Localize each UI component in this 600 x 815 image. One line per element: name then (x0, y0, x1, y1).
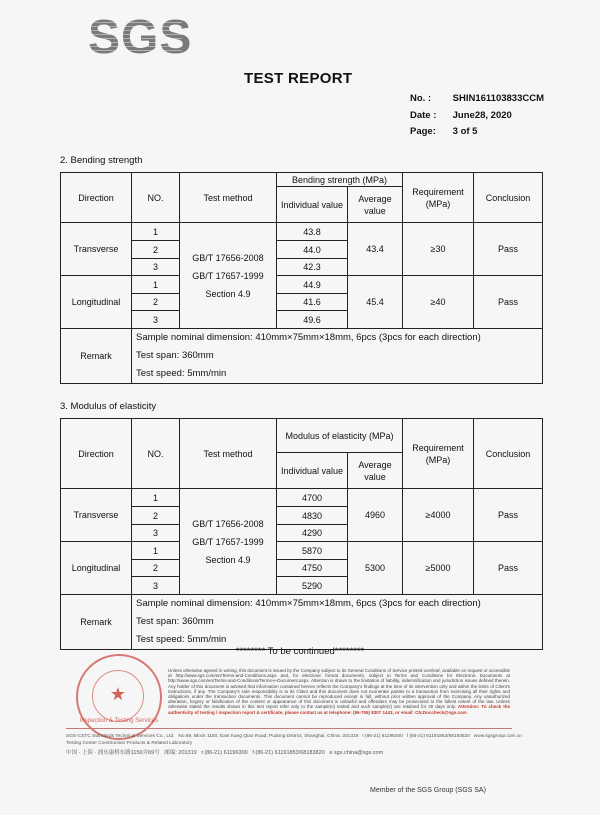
report-date-value: June28, 2020 (452, 110, 512, 121)
footer-phone-en: t (86-21) 61196300 (362, 734, 403, 739)
modulus-value: 5290 (277, 577, 348, 595)
report-date-label: Date : (410, 110, 437, 121)
footer-company-en: SGS-CSTC Standards Technical Services Co., Ltd. (66, 734, 175, 739)
bending-requirement: ≥40 (403, 276, 474, 329)
bending-average: 45.4 (348, 276, 403, 329)
footer-fax-cn: f (86-21) 61191853/68183820 (252, 750, 325, 756)
modulus-col-individual: Individual value (277, 453, 348, 489)
modulus-remark (132, 595, 543, 650)
disclaimer-alert: Attention: To check the authenticity of testing / inspection report & certificate, please contact us at telephone: (86-755) 8307 1443, or email: CN.Doccheck@sgs.com (168, 704, 510, 715)
bending-col-direction: Direction (61, 173, 132, 223)
modulus-value: 4700 (277, 489, 348, 507)
modulus-conclusion: Pass (474, 542, 543, 595)
bending-col-group: Bending strength (MPa) (277, 173, 403, 187)
bending-no: 3 (132, 311, 180, 329)
report-date (410, 110, 512, 121)
bending-value: 42.3 (277, 259, 348, 276)
modulus-no: 2 (132, 560, 180, 577)
report-title: TEST REPORT (244, 70, 353, 87)
modulus-col-method: Test method (180, 419, 277, 489)
modulus-no: 3 (132, 577, 180, 595)
seal-inner-ring (92, 670, 144, 722)
bending-remark-line: Sample nominal dimension: 410mm×75mm×18mm, 6pcs (3pcs for each direction) (136, 332, 481, 343)
modulus-remark-line: Test span: 360mm (136, 616, 214, 627)
footer-phone-cn: t (86-21) 61196300 (201, 750, 248, 756)
continued-note: ******** To be continued******** (235, 646, 365, 657)
report-page-value: 3 of 5 (452, 126, 478, 137)
bending-col-average: Average value (348, 187, 403, 223)
modulus-method (180, 489, 277, 595)
bending-col-conclusion: Conclusion (474, 173, 543, 223)
bending-no: 2 (132, 241, 180, 259)
footer-zip-cn: 邮编: 201319 (164, 750, 197, 756)
modulus-method-line: GB/T 17656-2008 (192, 518, 264, 529)
modulus-conclusion: Pass (474, 489, 543, 542)
disclaimer (168, 668, 510, 715)
modulus-value: 4750 (277, 560, 348, 577)
bending-conclusion: Pass (474, 276, 543, 329)
modulus-no: 2 (132, 507, 180, 525)
bending-method-line: GB/T 17657-1999 (192, 270, 264, 281)
modulus-col-direction: Direction (61, 419, 132, 489)
bending-no: 1 (132, 223, 180, 241)
logo-texture (88, 10, 182, 64)
footer-web[interactable]: www.sgsgroup.com.cn (473, 734, 522, 739)
bending-conclusion: Pass (474, 223, 543, 276)
star-icon: ★ (109, 684, 127, 704)
report-number-label: No. : (410, 93, 432, 104)
modulus-remark-line: Test speed: 5mm/min (136, 634, 227, 645)
modulus-requirement: ≥5000 (403, 542, 474, 595)
modulus-value: 4290 (277, 525, 348, 542)
footer-email[interactable]: e sgs.china@sgs.com (329, 750, 384, 756)
member-note: Member of the SGS Group (SGS SA) (370, 787, 486, 794)
disclaimer-body: Unless otherwise agreed in writing, this document is issued by the Company subject to its General Conditions of Service printed overleaf, available on request or accessible at http://www.sgs.com/en/Terms-and-Conditions.aspx and, for electronic format documents, subject to Terms and Conditions for Electronic Documents at http://www.sgs.com/en/Terms-and-Conditions/Terms-e-Document.aspx. Attention is drawn to the limitation of liability, indemnification and jurisdiction issues defined therein. Any holder of this document is advised that information contained hereon reflects the Company's findings at the time of its intervention only and within the limits of Client's instructions, if any. The Company's sole responsibility is to its Client and this document does not exonerate parties to a transaction from exercising all their rights and obligations under the transaction documents. This document cannot be reproduced except in full, without prior written approval of the Company. Any unauthorized alteration, forgery or falsification of the content or appearance of this document is unlawful and offenders may be prosecuted to the fullest extent of the law. Unless otherwise stated the results shown in this test report refer only to the sample(s) tested and such sample(s) are retained for 30 days only. (168, 668, 510, 710)
bending-requirement: ≥30 (403, 223, 474, 276)
bending-value: 44.9 (277, 276, 348, 294)
footer-address-cn: 中国 · 上海 · 浦东康桥东路1150弄69号 (66, 750, 160, 756)
bending-method (180, 223, 277, 329)
bending-col-method: Test method (180, 173, 277, 223)
footer-lab (66, 741, 506, 746)
modulus-method-line: GB/T 17657-1999 (192, 536, 264, 547)
bending-col-requirement: Requirement (MPa) (403, 173, 474, 223)
modulus-remark-label: Remark (61, 595, 132, 650)
bending-remark-label: Remark (61, 329, 132, 384)
modulus-requirement: ≥4000 (403, 489, 474, 542)
modulus-value: 4830 (277, 507, 348, 525)
modulus-average: 5300 (348, 542, 403, 595)
modulus-col-no: NO. (132, 419, 180, 489)
modulus-section-title: 3. Modulus of elasticity (60, 401, 157, 412)
bending-table (60, 172, 543, 384)
modulus-table (60, 418, 543, 650)
footer-fax-en: f (86-21) 61191853/68183820 (406, 734, 470, 739)
seal-text: Inspection & Testing Services (79, 718, 159, 724)
footer-company-lab: Testing Center Construction Products & Related Laboratory (66, 741, 193, 746)
modulus-method-line: Section 4.9 (205, 554, 251, 565)
modulus-col-average: Average value (348, 453, 403, 489)
bending-value: 49.6 (277, 311, 348, 329)
bending-no: 1 (132, 276, 180, 294)
modulus-direction-longitudinal: Longitudinal (61, 542, 132, 595)
bending-direction-transverse: Transverse (61, 223, 132, 276)
modulus-no: 3 (132, 525, 180, 542)
modulus-remark-line: Sample nominal dimension: 410mm×75mm×18mm, 6pcs (3pcs for each direction) (136, 598, 481, 609)
footer-divider (66, 728, 512, 729)
modulus-no: 1 (132, 542, 180, 560)
bending-value: 43.8 (277, 223, 348, 241)
bending-no: 2 (132, 294, 180, 311)
footer-address-en: No.69, Block 1150, East Kang Qiao Road, Pudong District, Shanghai, China. 201319 (178, 734, 359, 739)
footer-en (66, 734, 522, 739)
modulus-col-group: Modulus of elasticity (MPa) (277, 419, 403, 453)
bending-section-title: 2. Bending strength (60, 155, 143, 166)
bending-col-no: NO. (132, 173, 180, 223)
modulus-col-conclusion: Conclusion (474, 419, 543, 489)
sgs-logo: SGS (88, 11, 193, 64)
bending-method-line: Section 4.9 (205, 288, 251, 299)
modulus-col-requirement: Requirement (MPa) (403, 419, 474, 489)
bending-value: 41.6 (277, 294, 348, 311)
modulus-value: 5870 (277, 542, 348, 560)
bending-direction-longitudinal: Longitudinal (61, 276, 132, 329)
bending-remark-line: Test speed: 5mm/min (136, 368, 227, 379)
footer-cn (66, 748, 506, 756)
bending-value: 44.0 (277, 241, 348, 259)
report-page (410, 126, 477, 137)
bending-col-individual: Individual value (277, 187, 348, 223)
bending-average: 43.4 (348, 223, 403, 276)
bending-remark-line: Test span: 360mm (136, 350, 214, 361)
bending-no: 3 (132, 259, 180, 276)
bending-remark (132, 329, 543, 384)
modulus-direction-transverse: Transverse (61, 489, 132, 542)
report-number-value: SHIN161103833CCM (452, 93, 544, 104)
bending-method-line: GB/T 17656-2008 (192, 252, 264, 263)
modulus-average: 4960 (348, 489, 403, 542)
report-number (410, 93, 544, 104)
report-page-label: Page: (410, 126, 436, 137)
modulus-no: 1 (132, 489, 180, 507)
